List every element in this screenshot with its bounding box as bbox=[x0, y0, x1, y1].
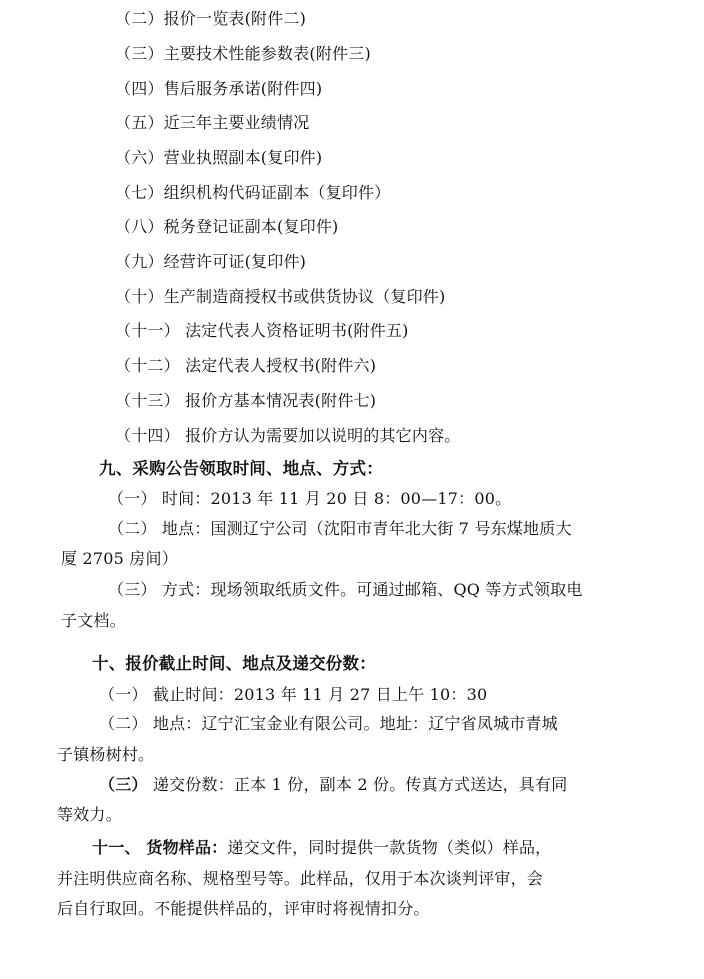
attachment-item-11: （十一） 法定代表人资格证明书(附件五) bbox=[115, 321, 409, 340]
section-11-line1-text: 递交文件，同时提供一款货物（类似）样品， bbox=[227, 838, 552, 857]
section-11-line1 bbox=[92, 838, 551, 858]
section-9-place-line2: 厦 2705 房间） bbox=[61, 549, 178, 568]
section-10-copies-text: 递交份数：正本 1 份，副本 2 份。传真方式送达，具有同 bbox=[147, 775, 568, 794]
attachment-item-13: （十三） 报价方基本情况表(附件七) bbox=[115, 391, 377, 410]
section-9-place-line1: （二） 地点：国测辽宁公司（沈阳市青年北大街 7 号东煤地质大 bbox=[108, 519, 572, 538]
section-10-place-line2: 子镇杨树村。 bbox=[57, 745, 155, 764]
attachment-item-3: （三）主要技术性能参数表(附件三) bbox=[115, 44, 371, 63]
section-11-line2: 并注明供应商名称、规格型号等。此样品，仅用于本次谈判评审，会 bbox=[57, 869, 544, 888]
section-9-method-line1: （三） 方式：现场领取纸质文件。可通过邮箱、QQ 等方式领取电 bbox=[108, 580, 583, 599]
attachment-item-5: （五）近三年主要业绩情况 bbox=[115, 113, 310, 132]
attachment-item-14: （十四） 报价方认为需要加以说明的其它内容。 bbox=[115, 426, 461, 445]
section-9-time: （一） 时间：2013 年 11 月 20 日 8：00—17：00。 bbox=[108, 489, 512, 508]
section-10-copies-line2: 等效力。 bbox=[57, 805, 122, 824]
attachment-item-10: （十）生产制造商授权书或供货协议（复印件) bbox=[115, 287, 446, 306]
attachment-item-2: （二）报价一览表(附件二) bbox=[115, 9, 307, 28]
section-10-copies-prefix: （三） bbox=[99, 775, 148, 794]
section-10-heading: 十、报价截止时间、地点及递交份数： bbox=[92, 654, 376, 673]
section-9-method-line2: 子文档。 bbox=[61, 611, 126, 630]
attachment-item-7: （七）组织机构代码证副本（复印件） bbox=[115, 183, 391, 202]
attachment-item-6: （六）营业执照副本(复印件) bbox=[115, 148, 323, 167]
attachment-item-12: （十二） 法定代表人授权书(附件六) bbox=[115, 356, 377, 375]
section-9-heading: 九、采购公告领取时间、地点、方式： bbox=[99, 459, 383, 478]
attachment-item-9: （九）经营许可证(复印件) bbox=[115, 252, 307, 271]
attachment-item-4: （四）售后服务承诺(附件四) bbox=[115, 79, 323, 98]
section-10-deadline: （一） 截止时间：2013 年 11 月 27 日上午 10：30 bbox=[99, 685, 488, 704]
section-10-place-line1: （二） 地点：辽宁汇宝金业有限公司。地址：辽宁省凤城市青城 bbox=[99, 714, 558, 733]
section-10-copies-line1 bbox=[99, 775, 567, 795]
attachment-item-8: （八）税务登记证副本(复印件) bbox=[115, 217, 339, 236]
section-11-label: 十一、 货物样品： bbox=[92, 838, 228, 857]
section-11-line3: 后自行取回。不能提供样品的，评审时将视情扣分。 bbox=[57, 899, 430, 918]
